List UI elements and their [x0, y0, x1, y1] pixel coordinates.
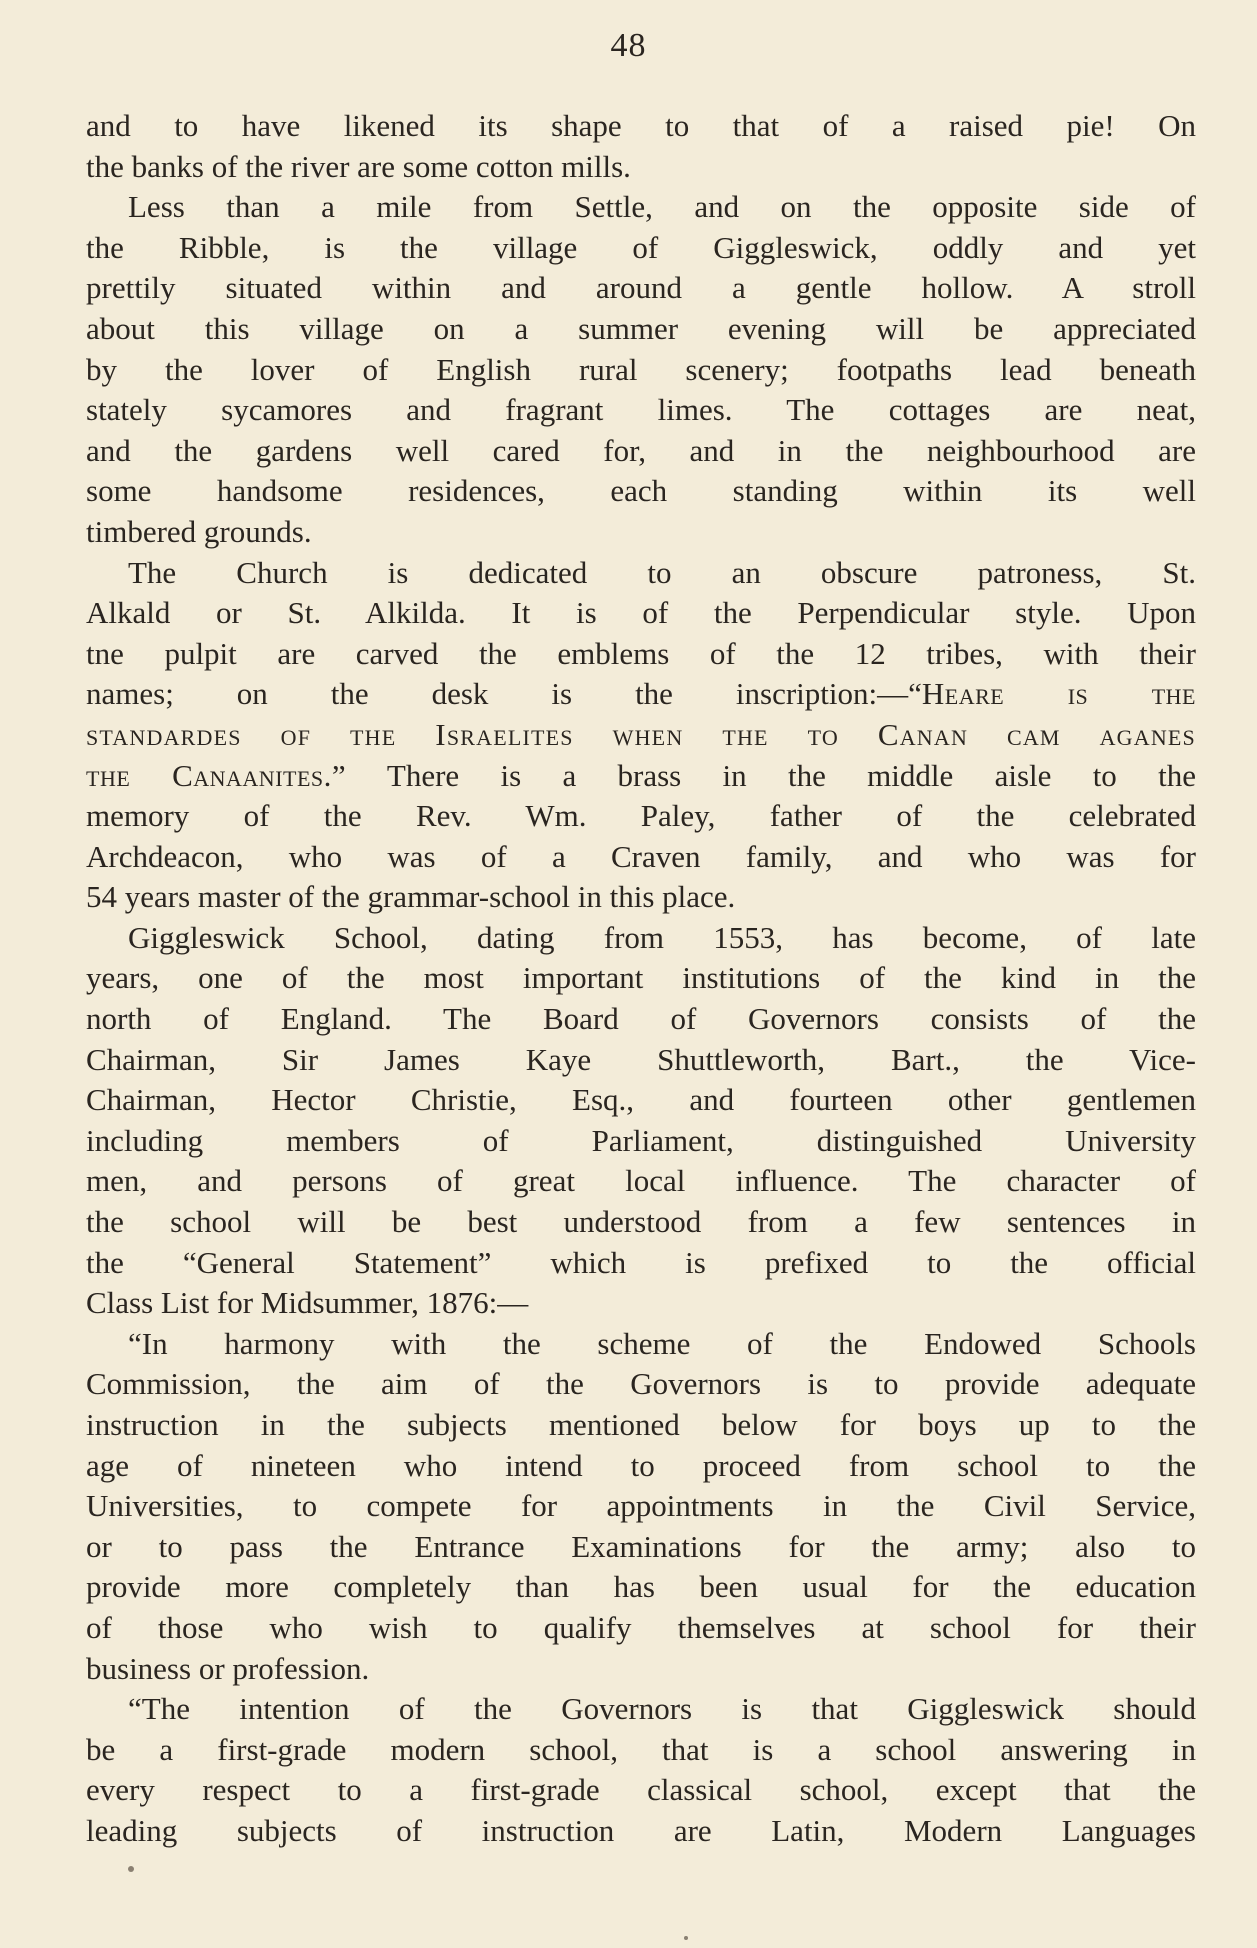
text-line: tne pulpit are carved the emblems of the 12 tribes, with their — [86, 635, 1196, 671]
text-line: about this village on a summer evening will be appreciated — [86, 310, 1196, 346]
text-line: Chairman, Hector Christie, Esq., and fourteen other gentlemen — [86, 1082, 1196, 1118]
text-line: the Ribble, is the village of Giggleswick, oddly and yet — [86, 229, 1196, 265]
text-line: the “General Statement” which is prefixed to the official — [86, 1244, 1196, 1280]
text-line: the banks of the river are some cotton mills. — [86, 148, 631, 184]
text-line: instruction in the subjects mentioned below for boys up to the — [86, 1407, 1196, 1442]
text-line: and the gardens well cared for, and in the neighbourhood are — [86, 432, 1196, 468]
text-line: the Canaanites.” There is a brass in the middle aisle to the — [86, 757, 1196, 793]
text-line: memory of the Rev. Wm. Paley, father of the celebrated — [86, 798, 1196, 834]
text-line: Alkald or St. Alkilda. It is of the Perpendicular style. Upon — [86, 595, 1196, 631]
body-text — [86, 106, 1196, 1852]
text-line: Class List for Midsummer, 1876:— — [86, 1285, 529, 1321]
text-line: Chairman, Sir James Kaye Shuttleworth, Bart., the Vice- — [86, 1041, 1196, 1077]
text-line: every respect to a first-grade classical school, except that the — [86, 1772, 1196, 1808]
text-line: age of nineteen who intend to proceed from school to the — [86, 1447, 1196, 1483]
text-line: by the lover of English rural scenery; footpaths lead beneath — [86, 351, 1196, 387]
text-line: Giggleswick School, dating from 1553, has become, of late — [128, 919, 1196, 955]
text-line: of those who wish to qualify themselves at school for their — [86, 1609, 1196, 1645]
text-line: “The intention of the Governors is that Giggleswick should — [128, 1691, 1196, 1727]
print-speck — [128, 1866, 134, 1872]
text-line: Less than a mile from Settle, and on the opposite side of — [128, 189, 1196, 225]
text-line: business or profession. — [86, 1650, 370, 1686]
page-number: 48 — [610, 27, 647, 64]
text-line: men, and persons of great local influence. The character of — [86, 1163, 1196, 1199]
text-line: leading subjects of instruction are Latin, Modern Languages — [86, 1812, 1196, 1848]
text-line: timbered grounds. — [86, 513, 312, 549]
print-speck — [684, 1936, 688, 1940]
text-line: standardes of the Israelites when the to Canan cam aganes — [86, 716, 1196, 752]
text-line: or to pass the Entrance Examinations for the army; also to — [86, 1528, 1196, 1564]
text-line: provide more completely than has been usual for the education — [86, 1569, 1196, 1605]
text-line: the school will be best understood from a few sentences in — [86, 1204, 1196, 1240]
text-line: names; on the desk is the inscription:—“Heare is the — [86, 676, 1196, 712]
text-line: Archdeacon, who was of a Craven family, and who was for — [86, 838, 1196, 874]
text-line: north of England. The Board of Governors consists of the — [86, 1001, 1196, 1037]
text-line: 54 years master of the grammar-school in this place. — [86, 879, 736, 915]
text-line: some handsome residences, each standing within its well — [86, 473, 1196, 509]
text-line: including members of Parliament, distinguished University — [86, 1122, 1196, 1158]
text-line: be a first-grade modern school, that is a school answering in — [86, 1731, 1196, 1767]
text-line: The Church is dedicated to an obscure patroness, St. — [128, 554, 1196, 590]
text-line: prettily situated within and around a gentle hollow. A stroll — [86, 270, 1196, 306]
text-line: Commission, the aim of the Governors is to provide adequate — [86, 1366, 1196, 1402]
text-line: “In harmony with the scheme of the Endowed Schools — [128, 1325, 1196, 1361]
text-line: stately sycamores and fragrant limes. The cottages are neat, — [86, 392, 1196, 428]
text-line: years, one of the most important institutions of the kind in the — [86, 960, 1196, 996]
text-line: Universities, to compete for appointments in the Civil Service, — [86, 1488, 1196, 1524]
text-line: and to have likened its shape to that of a raised pie! On — [86, 108, 1196, 143]
